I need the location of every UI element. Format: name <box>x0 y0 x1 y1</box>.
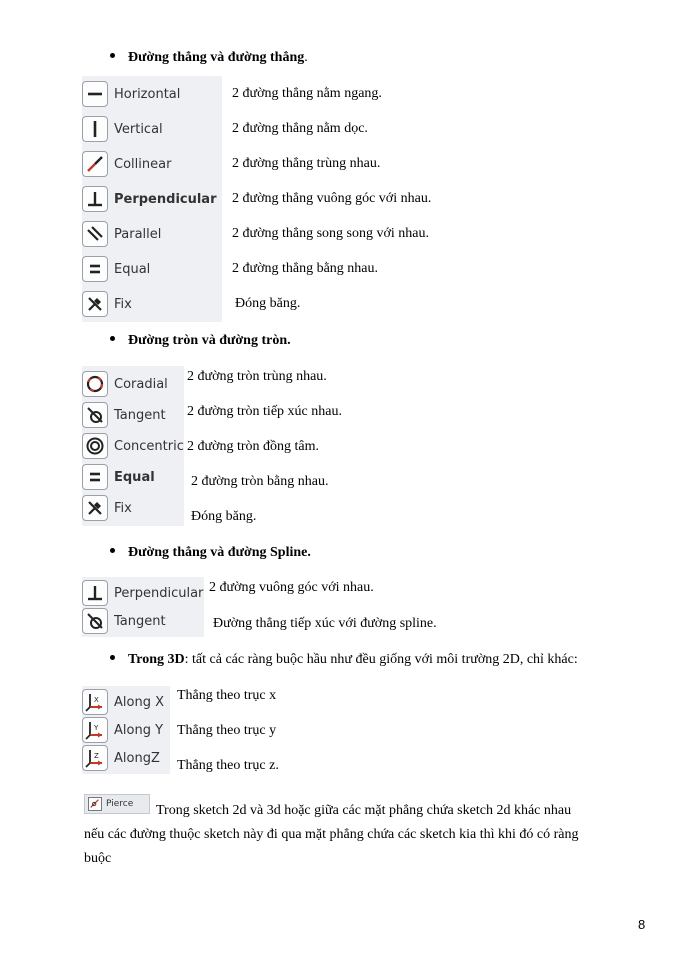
perpendicular-icon <box>82 186 108 212</box>
pierce-description-line: buộc <box>84 851 112 866</box>
axis-constraint-panel <box>82 686 170 774</box>
pierce-description-line: nếu các đường thuộc sketch này đi qua mặt phẳng chứa các sketch kia thì khi đó có ràng <box>84 827 579 842</box>
constraint-label: Fix <box>114 296 132 312</box>
horizontal-icon <box>82 81 108 107</box>
constraint-description: Đường thẳng tiếp xúc với đường spline. <box>213 616 437 631</box>
equal-icon <box>82 256 108 282</box>
constraint-description: 2 đường thẳng song song với nhau. <box>232 226 429 241</box>
constraint-label: Tangent <box>114 407 166 423</box>
constraint-label: Collinear <box>114 156 172 172</box>
constraint-row-equal[interactable] <box>82 256 222 282</box>
section-heading-circle-circle: Đường tròn và đường tròn. <box>110 333 291 349</box>
constraint-row-horizontal[interactable] <box>82 81 222 107</box>
constraint-row-parallel[interactable] <box>82 221 222 247</box>
constraint-row-perpendicular[interactable] <box>82 186 222 212</box>
bullet-dot <box>110 53 115 58</box>
constraint-description: 2 đường tròn bằng nhau. <box>191 474 329 489</box>
constraint-description: 2 đường thẳng nằm dọc. <box>232 121 368 136</box>
constraint-description: 2 đường vuông góc với nhau. <box>209 580 374 595</box>
pierce-label: Pierce <box>106 799 134 809</box>
parallel-icon <box>82 221 108 247</box>
constraint-description: Thẳng theo trục y <box>177 723 277 738</box>
along-x-icon <box>82 689 108 715</box>
constraint-row-fix[interactable] <box>82 291 222 317</box>
tangent-icon <box>82 402 108 428</box>
bullet-dot <box>110 655 115 660</box>
pierce-icon <box>88 797 102 811</box>
along-y-icon <box>82 717 108 743</box>
section-heading-line-spline: Đường thẳng và đường Spline. <box>110 545 311 561</box>
svg-text:Z: Z <box>94 752 99 760</box>
constraint-row-vertical[interactable] <box>82 116 222 142</box>
constraint-row-along-y[interactable] <box>82 717 170 743</box>
fix-icon <box>82 495 108 521</box>
constraint-label: Vertical <box>114 121 163 137</box>
perpendicular-icon <box>82 580 108 606</box>
constraint-description: 2 đường tròn trùng nhau. <box>187 369 327 384</box>
section-heading-line-line: Đường thẳng và đường thẳng. <box>110 50 308 66</box>
constraint-label: Concentric <box>114 438 184 454</box>
constraint-description: Thẳng theo trục x <box>177 688 277 703</box>
constraint-label: AlongZ <box>114 750 160 766</box>
equal-icon <box>82 464 108 490</box>
constraint-description: Đóng băng. <box>235 296 301 311</box>
tangent-icon <box>82 608 108 634</box>
constraint-description: Thẳng theo trục z. <box>177 758 279 773</box>
svg-text:X: X <box>94 696 99 704</box>
constraint-description: 2 đường thẳng trùng nhau. <box>232 156 381 171</box>
constraint-description: 2 đường tròn tiếp xúc nhau. <box>187 404 342 419</box>
bullet-dot <box>110 336 115 341</box>
bullet-dot <box>110 548 115 553</box>
page-number: 8 <box>638 917 646 932</box>
constraint-row-along-x[interactable] <box>82 689 170 715</box>
fix-icon <box>82 291 108 317</box>
constraint-label: Coradial <box>114 376 168 392</box>
constraint-row-tangent[interactable] <box>82 608 204 634</box>
constraint-label: Equal <box>114 469 155 485</box>
along-z-icon <box>82 745 108 771</box>
constraint-label: Tangent <box>114 613 166 629</box>
constraint-label: Perpendicular <box>114 585 204 601</box>
constraint-description: 2 đường thẳng nằm ngang. <box>232 86 382 101</box>
constraint-description: 2 đường thẳng vuông góc với nhau. <box>232 191 432 206</box>
section-heading-3d: Trong 3D: tất cả các ràng buộc hầu như đều giống với môi trường 2D, chỉ khác: <box>110 652 578 668</box>
constraint-row-perpendicular[interactable] <box>82 580 204 606</box>
circle-circle-constraint-panel <box>82 366 184 526</box>
concentric-icon <box>82 433 108 459</box>
constraint-label: Along Y <box>114 722 164 738</box>
pierce-description-line: Trong sketch 2d và 3d hoặc giữa các mặt phẳng chứa sketch 2d khác nhau <box>156 803 572 818</box>
line-spline-constraint-panel <box>82 577 204 637</box>
pierce-button[interactable] <box>84 794 150 814</box>
coradial-icon <box>82 371 108 397</box>
constraint-label: Parallel <box>114 226 162 242</box>
collinear-icon <box>82 151 108 177</box>
constraint-row-concentric[interactable] <box>82 433 184 459</box>
constraint-description: 2 đường thẳng bằng nhau. <box>232 261 379 276</box>
constraint-description: Đóng băng. <box>191 509 257 524</box>
constraint-row-collinear[interactable] <box>82 151 222 177</box>
constraint-label: Equal <box>114 261 151 277</box>
constraint-label: Along X <box>114 694 164 710</box>
constraint-row-tangent[interactable] <box>82 402 184 428</box>
constraint-label: Horizontal <box>114 86 181 102</box>
line-line-constraint-panel <box>82 76 222 322</box>
vertical-icon <box>82 116 108 142</box>
svg-text:Y: Y <box>94 724 99 732</box>
constraint-row-coradial[interactable] <box>82 371 184 397</box>
constraint-row-fix[interactable] <box>82 495 184 521</box>
constraint-label: Fix <box>114 500 132 516</box>
constraint-row-equal[interactable] <box>82 464 184 490</box>
constraint-row-along-z[interactable] <box>82 745 170 771</box>
constraint-label: Perpendicular <box>114 191 217 207</box>
constraint-description: 2 đường tròn đồng tâm. <box>187 439 320 454</box>
